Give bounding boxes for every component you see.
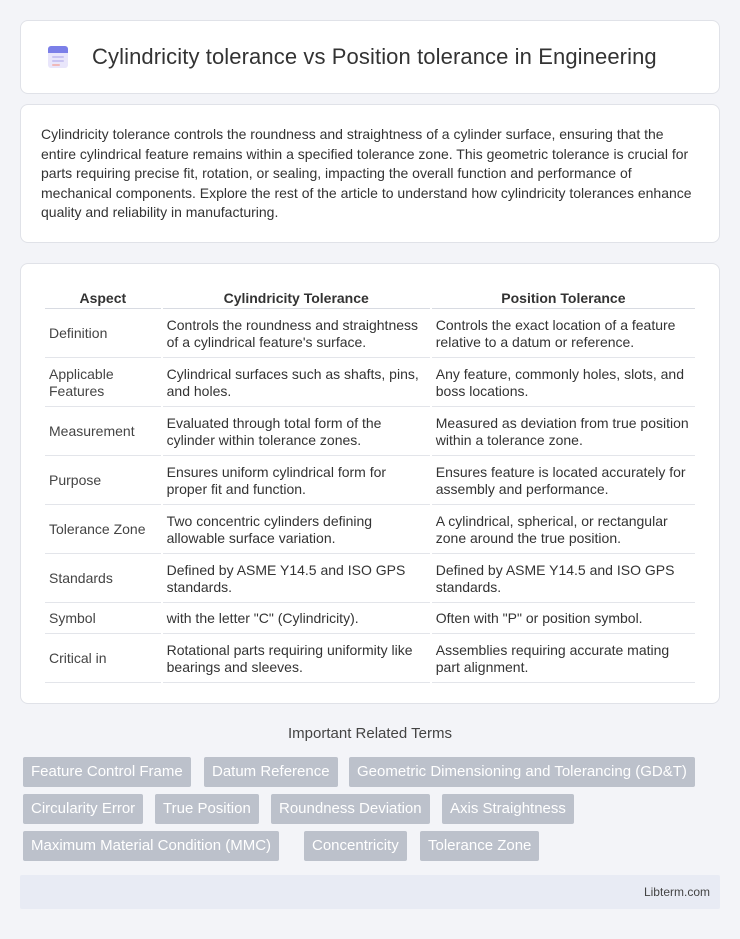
table-cell: Definition (45, 311, 161, 358)
table-row (45, 605, 695, 634)
table-cell: Often with "P" or position symbol. (432, 605, 695, 634)
related-term-tag[interactable]: True Position (155, 794, 259, 824)
table-row (45, 458, 695, 505)
table-cell: Any feature, commonly holes, slots, and boss locations. (432, 360, 695, 407)
table-row (45, 311, 695, 358)
table-row (45, 507, 695, 554)
table-cell: Measurement (45, 409, 161, 456)
table-cell: Controls the exact location of a feature relative to a datum or reference. (432, 311, 695, 358)
footer (20, 875, 720, 909)
table-row (45, 409, 695, 456)
column-header: Aspect (45, 286, 161, 309)
table-cell: Evaluated through total form of the cylinder within tolerance zones. (163, 409, 430, 456)
related-terms-title: Important Related Terms (288, 725, 452, 742)
intro-text: Cylindricity tolerance controls the roundness and straightness of a cylinder surface, ensuring that the entire cylindrical feature remains within a specified tolerance zone. This geometric tolerance is crucial for parts requiring precise fit, rotation, or sealing, impacting the overall function and performance of mechanical components. Explore the rest of the article to understand how cylindricity tolerances enhance quality and reliability in manufacturing. (41, 126, 692, 221)
table-cell: Cylindrical surfaces such as shafts, pins, and holes. (163, 360, 430, 407)
comparison-card (20, 263, 720, 704)
table-cell: Measured as deviation from true position within a tolerance zone. (432, 409, 695, 456)
related-term-tag[interactable]: Concentricity (304, 831, 407, 861)
related-term-tag[interactable]: Axis Straightness (442, 794, 574, 824)
table-cell: Rotational parts requiring uniformity like bearings and sleeves. (163, 636, 430, 683)
related-term-tag[interactable]: Datum Reference (204, 757, 338, 787)
related-term-tag[interactable]: Roundness Deviation (271, 794, 430, 824)
comparison-table (43, 284, 697, 685)
header-card (20, 20, 720, 94)
table-row (45, 360, 695, 407)
page-title: Cylindricity tolerance vs Position tolerance in Engineering (92, 44, 657, 69)
related-term-tag[interactable]: Maximum Material Condition (MMC) (23, 831, 279, 861)
table-row (45, 636, 695, 683)
table-cell: Defined by ASME Y14.5 and ISO GPS standards. (163, 556, 430, 603)
table-cell: A cylindrical, spherical, or rectangular zone around the true position. (432, 507, 695, 554)
table-cell: Ensures feature is located accurately for assembly and performance. (432, 458, 695, 505)
table-row (45, 556, 695, 603)
table-cell: Standards (45, 556, 161, 603)
table-cell: Controls the roundness and straightness of a cylindrical feature's surface. (163, 311, 430, 358)
related-term-tag[interactable]: Feature Control Frame (23, 757, 191, 787)
intro-card (20, 104, 720, 243)
column-header: Cylindricity Tolerance (163, 286, 430, 309)
column-header: Position Tolerance (432, 286, 695, 309)
table-cell: Symbol (45, 605, 161, 634)
related-term-tag[interactable]: Circularity Error (23, 794, 143, 824)
table-cell: Critical in (45, 636, 161, 683)
related-term-tag[interactable]: Geometric Dimensioning and Tolerancing (GD&T) (349, 757, 695, 787)
table-cell: Applicable Features (45, 360, 161, 407)
related-term-tag[interactable]: Tolerance Zone (420, 831, 539, 861)
footer-site-link[interactable]: Libterm.com (643, 885, 710, 899)
table-cell: Tolerance Zone (45, 507, 161, 554)
document-icon (46, 44, 70, 70)
table-cell: Defined by ASME Y14.5 and ISO GPS standards. (432, 556, 695, 603)
table-cell: Purpose (45, 458, 161, 505)
table-header-row (45, 286, 695, 309)
table-cell: Assemblies requiring accurate mating part alignment. (432, 636, 695, 683)
table-cell: Ensures uniform cylindrical form for proper fit and function. (163, 458, 430, 505)
table-cell: with the letter "C" (Cylindricity). (163, 605, 430, 634)
table-cell: Two concentric cylinders defining allowable surface variation. (163, 507, 430, 554)
